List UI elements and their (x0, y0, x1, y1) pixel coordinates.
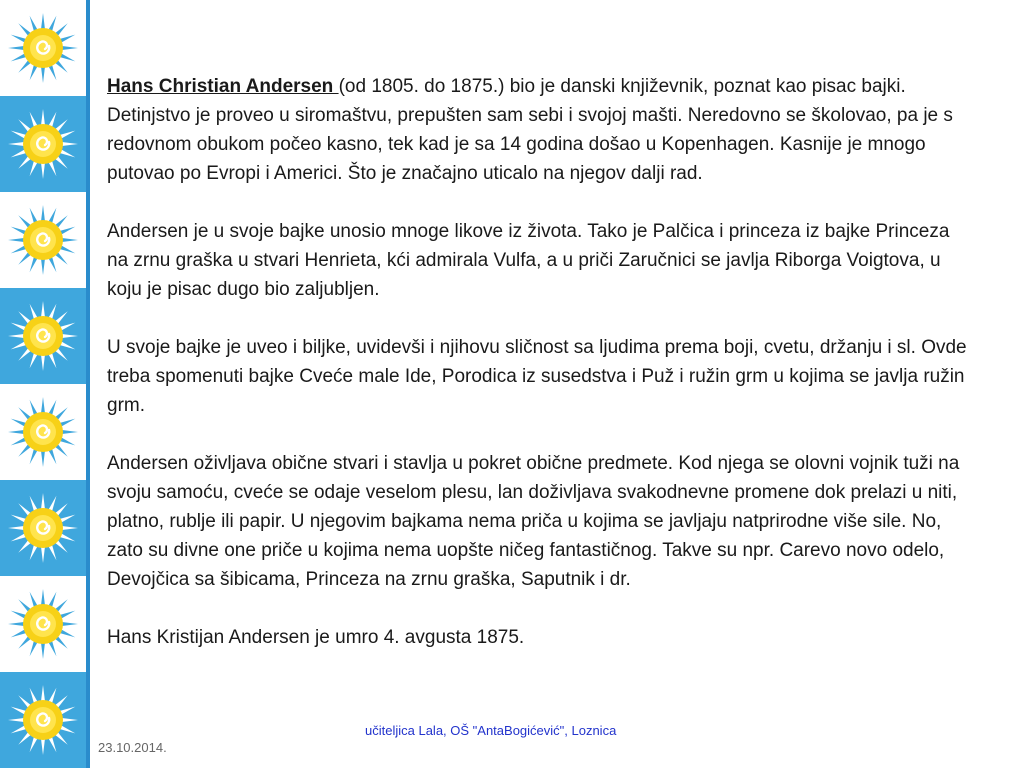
sun-icon (6, 491, 80, 565)
footer-author: učiteljica Lala, OŠ "AntaBogićević", Loznica (365, 723, 617, 738)
sun-icon (6, 203, 80, 277)
slide-content (107, 72, 967, 652)
sidebar-tile (0, 384, 86, 480)
sidebar-tile (0, 480, 86, 576)
sidebar-tile (0, 576, 86, 672)
paragraph-2: Andersen je u svoje bajke unosio mnoge likove iz života. Tako je Palčica i princeza iz bajke Princeza na zrnu graška u stvari Henrieta, kći admirala Vulfa, a u priči Zaručnici se javlja Riborga Voigtova, u koju je pisac dugo bio zaljubljen. (107, 221, 950, 300)
sun-icon (6, 587, 80, 661)
sidebar-tile (0, 0, 86, 96)
sun-icon (6, 683, 80, 757)
sidebar-tile (0, 288, 86, 384)
sun-icon (6, 299, 80, 373)
paragraph-3: U svoje bajke je uveo i biljke, uvidevši i njihovu sličnost sa ljudima prema boji, cvetu, držanju i sl. Ovde treba spomenuti bajke Cveće male Ide, Porodica iz susedstva i Puž i ružin grm u kojima se javlja ružin grm. (107, 337, 967, 416)
author-name: Hans Christian Andersen (107, 76, 339, 97)
sun-icon (6, 107, 80, 181)
sun-icon (6, 395, 80, 469)
decorative-sidebar (0, 0, 86, 768)
paragraph-1 (107, 72, 967, 188)
footer-date: 23.10.2014. (98, 740, 167, 755)
sidebar-tile (0, 672, 86, 768)
paragraph-5: Hans Kristijan Andersen je umro 4. avgusta 1875. (107, 627, 525, 648)
sidebar-tile (0, 192, 86, 288)
paragraph-1-text: (od 1805. do 1875.) bio je danski književnik, poznat kao pisac bajki. Detinjstvo je proveo u siromaštvu, prepušten sam sebi i svojoj mašti. Neredovno se školovao, pa je s redovnom obukom počeo kasno, tek kad je sa 14 godina došao u Kopenhagen. Kasnije je mnogo putovao po Evropi i Americi. Što je značajno uticalo na njegov dalji rad. (107, 76, 953, 184)
paragraph-4: Andersen oživljava obične stvari i stavlja u pokret obične predmete. Kod njega se olovni vojnik tuži na svoju samoću, cveće se odaje veselom plesu, lan doživljava svakodnevne promene dok prelazi u niti, platno, rublje ili papir. U njegovim bajkama nema priča u kojima se javljaju natprirodne više sile. No, zato su divne one priče u kojima nema uopšte ničeg fantastičnog. Takve su npr. Carevo novo odelo, Devojčica sa šibicama, Princeza na zrnu graška, Saputnik i dr. (107, 453, 960, 590)
sun-icon (6, 11, 80, 85)
sidebar-edge (86, 0, 90, 768)
sidebar-tile (0, 96, 86, 192)
